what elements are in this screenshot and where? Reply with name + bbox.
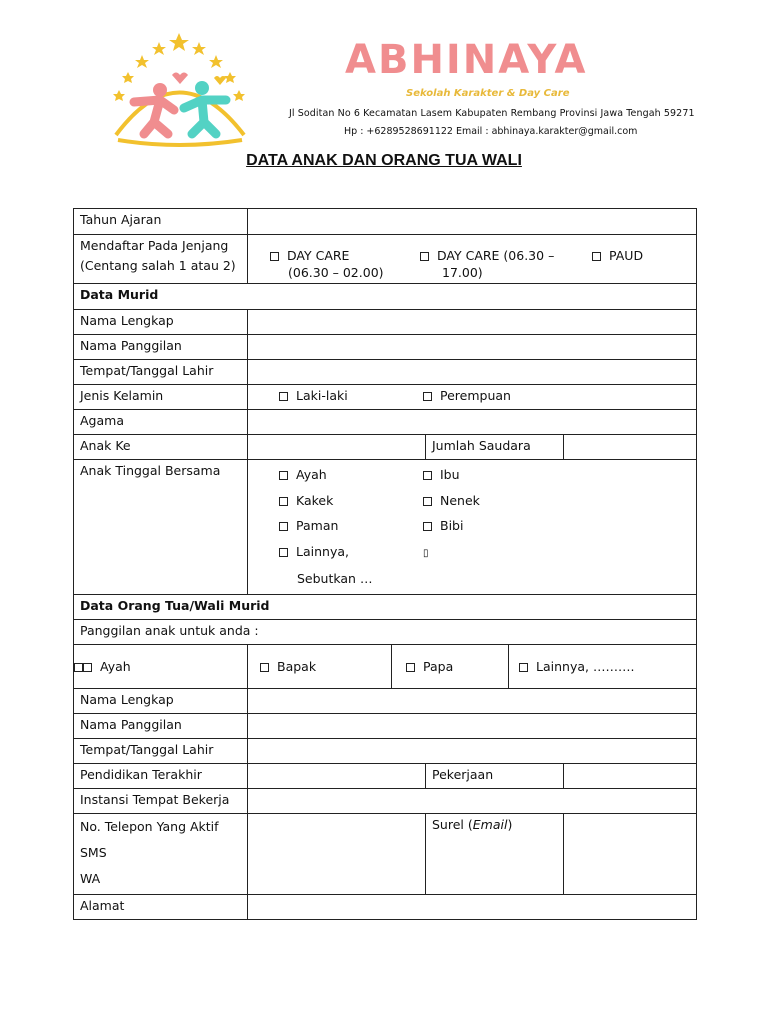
checkbox-icon[interactable] xyxy=(83,663,92,672)
option-panggilan-papa[interactable]: Papa xyxy=(392,644,509,688)
label-ortu-ttl: Tempat/Tanggal Lahir xyxy=(74,738,248,763)
label-pekerjaan: Pekerjaan xyxy=(426,763,564,788)
label-panggilan: Panggilan anak untuk anda : xyxy=(74,619,697,644)
label-tahun-ajaran: Tahun Ajaran xyxy=(74,209,248,235)
option-paman[interactable]: Paman xyxy=(279,513,423,539)
option-nenek[interactable]: Nenek xyxy=(423,488,480,514)
checkbox-icon[interactable] xyxy=(423,392,432,401)
ortu-nama-lengkap-field[interactable] xyxy=(248,688,697,713)
label-nama-panggilan: Nama Panggilan xyxy=(74,335,248,360)
brand-name: ABHINAYA xyxy=(345,37,588,83)
label-ttl: Tempat/Tanggal Lahir xyxy=(74,360,248,385)
label-agama: Agama xyxy=(74,410,248,435)
option-ayah[interactable]: Ayah xyxy=(279,462,423,488)
label-surel: Surel (Email) xyxy=(426,813,564,894)
label-jenjang: Mendaftar Pada Jenjang (Centang salah 1 atau 2) xyxy=(74,235,248,284)
section-data-ortu: Data Orang Tua/Wali Murid xyxy=(74,594,697,619)
option-bibi[interactable]: Bibi xyxy=(423,513,463,539)
ttl-field[interactable] xyxy=(248,360,697,385)
instansi-field[interactable] xyxy=(248,788,697,813)
option-kakek[interactable]: Kakek xyxy=(279,488,423,514)
label-jumlah-saudara: Jumlah Saudara xyxy=(426,435,564,460)
sebutkan-label: Sebutkan … xyxy=(297,571,373,586)
checkbox-icon[interactable] xyxy=(592,252,601,261)
ortu-ttl-field[interactable] xyxy=(248,738,697,763)
option-ibu[interactable]: Ibu xyxy=(423,462,460,488)
checkbox-icon[interactable] xyxy=(279,471,288,480)
label-pendidikan: Pendidikan Terakhir xyxy=(74,763,248,788)
jenjang-options xyxy=(248,235,697,284)
option-daycare-short[interactable]: DAY CARE (06.30 – 02.00) xyxy=(270,247,420,281)
alamat-field[interactable] xyxy=(248,894,697,919)
option-paud[interactable]: PAUD xyxy=(592,247,643,281)
option-perempuan[interactable]: Perempuan xyxy=(423,387,511,404)
option-lainnya[interactable]: Lainnya, xyxy=(279,539,423,565)
checkbox-icon[interactable] xyxy=(519,663,528,672)
checkbox-icon[interactable] xyxy=(420,252,429,261)
nama-lengkap-field[interactable] xyxy=(248,310,697,335)
agama-field[interactable] xyxy=(248,410,697,435)
checkbox-icon[interactable] xyxy=(279,497,288,506)
nama-panggilan-field[interactable] xyxy=(248,335,697,360)
checkbox-icon[interactable] xyxy=(270,252,279,261)
checkbox-icon[interactable] xyxy=(279,392,288,401)
label-jenis-kelamin: Jenis Kelamin xyxy=(74,385,248,410)
checkbox-icon[interactable] xyxy=(423,497,432,506)
telepon-field[interactable] xyxy=(248,813,426,894)
brand-tagline: Sekolah Karakter & Day Care xyxy=(406,88,570,99)
school-contact: Hp : +6289528691122 Email : abhinaya.karakter@gmail.com xyxy=(344,126,638,137)
option-panggilan-bapak[interactable]: Bapak xyxy=(248,644,392,688)
school-logo xyxy=(104,30,254,150)
surel-field[interactable] xyxy=(564,813,697,894)
jumlah-saudara-field[interactable] xyxy=(564,435,697,460)
checkbox-icon[interactable] xyxy=(406,663,415,672)
label-instansi: Instansi Tempat Bekerja xyxy=(74,788,248,813)
checkbox-icon[interactable] xyxy=(279,522,288,531)
label-anak-ke: Anak Ke xyxy=(74,435,248,460)
option-daycare-long[interactable]: DAY CARE (06.30 – 17.00) xyxy=(420,247,592,281)
checkbox-icon[interactable] xyxy=(260,663,269,672)
label-ortu-nama-lengkap: Nama Lengkap xyxy=(74,688,248,713)
ortu-nama-panggilan-field[interactable] xyxy=(248,713,697,738)
option-panggilan-ayah[interactable]: Ayah xyxy=(74,644,248,688)
registration-form-table xyxy=(73,208,697,920)
section-data-murid: Data Murid xyxy=(74,284,697,310)
pekerjaan-field[interactable] xyxy=(564,763,697,788)
tahun-ajaran-field[interactable] xyxy=(248,209,697,235)
school-address: Jl Soditan No 6 Kecamatan Lasem Kabupaten Rembang Provinsi Jawa Tengah 59271 xyxy=(289,108,695,119)
label-tinggal-bersama: Anak Tinggal Bersama xyxy=(74,460,248,595)
label-ortu-nama-panggilan: Nama Panggilan xyxy=(74,713,248,738)
document-title: DATA ANAK DAN ORANG TUA WALI xyxy=(246,152,522,169)
option-laki-laki[interactable]: Laki-laki xyxy=(279,387,423,404)
tinggal-bersama-options xyxy=(248,460,697,595)
anak-ke-field[interactable] xyxy=(248,435,426,460)
option-panggilan-lainnya[interactable]: Lainnya, ………. xyxy=(509,644,697,688)
checkbox-icon[interactable] xyxy=(279,548,288,557)
label-alamat: Alamat xyxy=(74,894,248,919)
pendidikan-field[interactable] xyxy=(248,763,426,788)
checkbox-icon[interactable] xyxy=(74,663,83,672)
checkbox-icon[interactable] xyxy=(423,471,432,480)
label-telepon: No. Telepon Yang Aktif SMS WA xyxy=(74,813,248,894)
jenis-kelamin-options xyxy=(248,385,697,410)
label-nama-lengkap: Nama Lengkap xyxy=(74,310,248,335)
missing-glyph-icon: ▯ xyxy=(423,547,429,559)
checkbox-icon[interactable] xyxy=(423,522,432,531)
